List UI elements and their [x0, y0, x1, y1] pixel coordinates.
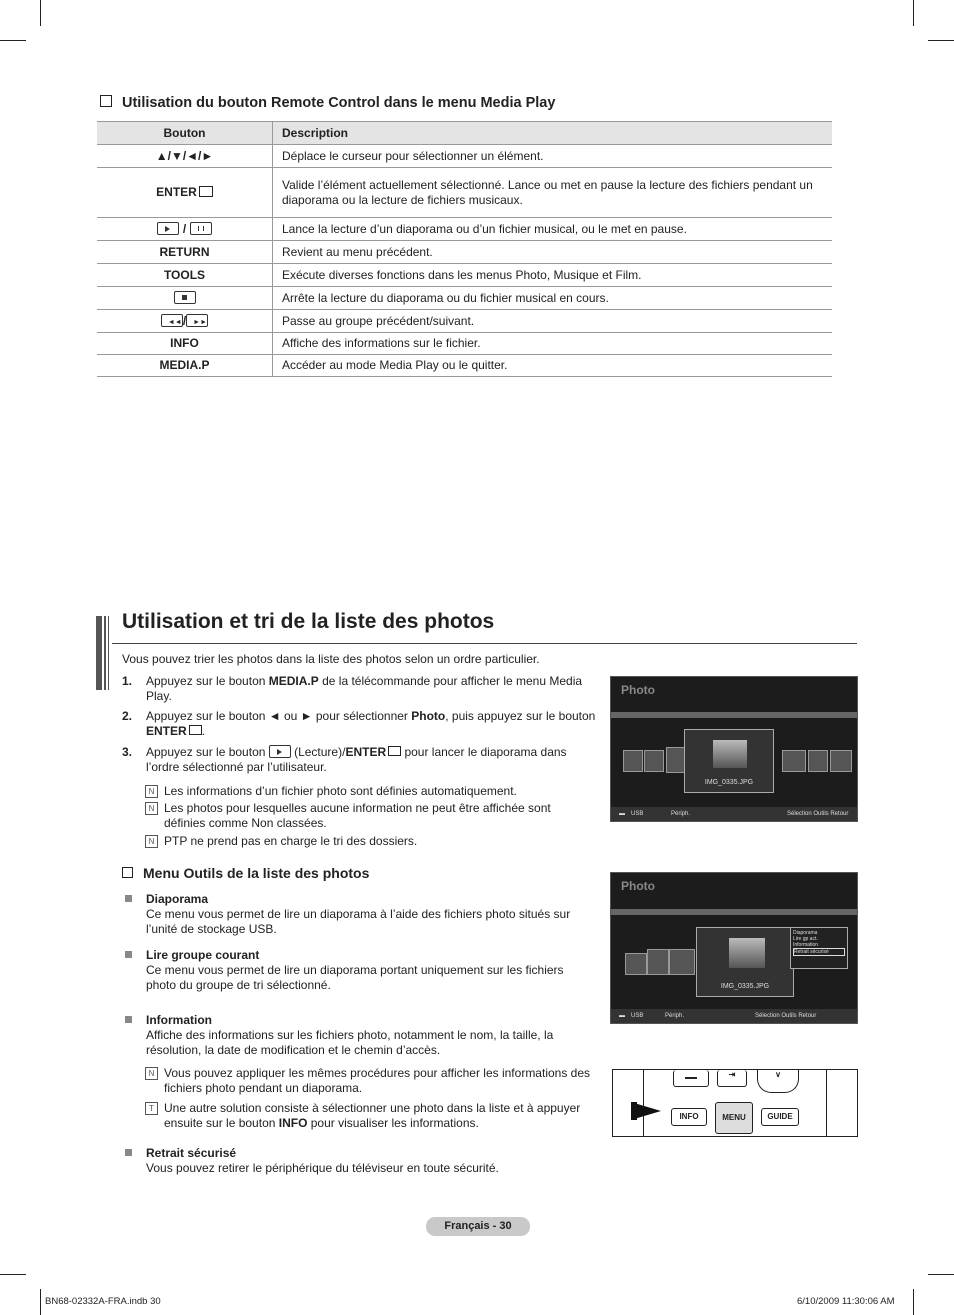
- tools-menu: [790, 927, 848, 969]
- crop-mark: [0, 40, 26, 41]
- selected-photo: [696, 927, 794, 997]
- menu-item[interactable]: Information: [793, 942, 819, 948]
- item-lire-groupe: Lire groupe courant Ce menu vous permet de lire un diaporama portant uniquement sur les fichiers photo du groupe de tri sélectionné.: [146, 948, 564, 992]
- key-info: INFO: [97, 333, 273, 355]
- hint-bar: Sélection Outils Retour: [787, 811, 849, 817]
- table-row: [97, 287, 832, 310]
- chevron-down-icon: ∨: [775, 1070, 781, 1079]
- col-bouton: Bouton: [97, 122, 273, 145]
- note-4: Vous pouvez appliquer les mêmes procédures pour afficher les informations des fichiers photo pendant un diaporama.: [164, 1066, 591, 1095]
- crop-mark: [0, 1274, 26, 1275]
- table-header: [97, 122, 832, 145]
- enter-icon: [388, 746, 401, 756]
- note-5: Une autre solution consiste à sélectionner une photo dans la liste et à appuyer ensuite sur le bouton INFO pour visualiser les informations.: [164, 1101, 581, 1130]
- print-file-info: BN68-02332A-FRA.indb 30: [45, 1296, 161, 1307]
- note-1: Les informations d’un fichier photo sont définies automatiquement.: [164, 784, 517, 798]
- item-diaporama: Diaporama Ce menu vous permet de lire un diaporama à l’aide des fichiers photo situés sur l’unité de stockage USB.: [146, 892, 571, 936]
- menu-item-selected[interactable]: Retrait sécurisé: [793, 948, 845, 956]
- step-2: Appuyez sur le bouton ◄ ou ► pour sélectionner Photo, puis appuyez sur le bouton ENTER .: [146, 709, 596, 738]
- tv-screenshot-1: [610, 676, 858, 822]
- crop-mark: [40, 0, 41, 26]
- rewind-icon: ◄◄: [161, 314, 183, 327]
- sort-bar: [611, 909, 857, 915]
- item-information: Information Affiche des informations sur les fichiers photo, notamment le nom, la taille, la résolution, la date de modification et le chemin d’accès.: [146, 1013, 554, 1057]
- usb-label: USB: [631, 1013, 644, 1019]
- table-row: [97, 145, 832, 168]
- row-desc: Arrête la lecture du diaporama ou du fichier musical en cours.: [273, 287, 833, 310]
- page-heading: Utilisation et tri de la liste des photos: [122, 610, 495, 633]
- bullet-square: [125, 1149, 132, 1156]
- photo-preview: [729, 938, 765, 968]
- enter-icon: [189, 725, 202, 735]
- step-number: 2.: [122, 709, 133, 723]
- item-retrait: Retrait sécurisé Vous pouvez retirer le périphérique du téléviseur en toute sécurité.: [146, 1146, 499, 1175]
- note-icon: N: [145, 1067, 158, 1080]
- note-2: Les photos pour lesquelles aucune information ne peut être affichée sont définies comme Non classées.: [164, 801, 551, 830]
- table-row: [97, 218, 832, 241]
- tip-icon: T: [145, 1102, 158, 1115]
- thumbnail: [669, 949, 695, 975]
- thumbnail: [625, 953, 647, 975]
- selected-photo: [684, 729, 774, 793]
- thumbnail: [782, 750, 806, 772]
- hint-bar: Sélection Outils Retour: [755, 1013, 817, 1019]
- col-description: Description: [273, 122, 833, 145]
- periph-label: Périph.: [665, 1013, 685, 1019]
- menu-item[interactable]: Diaporama: [793, 930, 818, 936]
- thumbnail: [644, 750, 664, 772]
- key-enter: ENTER: [97, 168, 273, 218]
- table-row: [97, 310, 832, 333]
- play-icon: [269, 745, 291, 758]
- source-icon: ⇥: [728, 1070, 736, 1079]
- photo-preview: [713, 740, 747, 768]
- remote-illustration: [612, 1069, 858, 1137]
- row-desc: Accéder au mode Media Play ou le quitter.: [273, 355, 833, 377]
- menu-item[interactable]: Lire gp act.: [793, 936, 818, 942]
- table-row: [97, 168, 832, 218]
- file-name: IMG_0335.JPG: [704, 779, 754, 786]
- heading-rule: [112, 643, 857, 644]
- crop-mark: [40, 1289, 41, 1315]
- table-row: [97, 264, 832, 287]
- row-desc: Passe au groupe précédent/suivant.: [273, 310, 833, 333]
- note-icon: N: [145, 802, 158, 815]
- enter-icon: [199, 186, 213, 197]
- step-1: Appuyez sur le bouton MEDIA.P de la télécommande pour afficher le menu Media Play.: [146, 674, 583, 703]
- crop-mark: [928, 40, 954, 41]
- note-3: PTP ne prend pas en charge le tri des dossiers.: [164, 834, 418, 848]
- row-desc: Exécute diverses fonctions dans les menus Photo, Musique et Film.: [273, 264, 833, 287]
- play-icon: [157, 222, 179, 235]
- channel-down-button[interactable]: [757, 1070, 799, 1093]
- section-title: Utilisation du bouton Remote Control dans le menu Media Play: [100, 95, 555, 111]
- heading-bars: [96, 616, 110, 690]
- table-row: [97, 241, 832, 264]
- guide-button[interactable]: GUIDE: [761, 1108, 799, 1126]
- bullet-square: [125, 951, 132, 958]
- key-return: RETURN: [97, 241, 273, 264]
- minus-button[interactable]: [673, 1070, 709, 1087]
- step-number: 1.: [122, 674, 133, 688]
- source-button[interactable]: [717, 1070, 747, 1087]
- pause-icon: [190, 222, 212, 235]
- screen-title: Photo: [621, 879, 655, 893]
- screen-footer: [611, 807, 857, 821]
- step-3: Appuyez sur le bouton (Lecture)/ENTER pour lancer le diaporama dans l’ordre sélectionné par l’utilisateur.: [146, 745, 567, 774]
- row-desc: Revient au menu précédent.: [273, 241, 833, 264]
- page-number: Français - 30: [426, 1217, 530, 1236]
- key-mediap: MEDIA.P: [97, 355, 273, 377]
- key-tools: TOOLS: [97, 264, 273, 287]
- note-icon: N: [145, 835, 158, 848]
- info-button[interactable]: INFO: [671, 1108, 707, 1126]
- row-desc: Affiche des informations sur le fichier.: [273, 333, 833, 355]
- intro-text: Vous pouvez trier les photos dans la liste des photos selon un ordre particulier.: [122, 652, 540, 666]
- table-row: [97, 355, 832, 377]
- periph-label: Périph.: [671, 811, 691, 817]
- row-desc: Valide l’élément actuellement sélectionné. Lance ou met en pause la lecture des fichiers pendant un diaporama ou la lecture de fichiers musicaux.: [273, 168, 833, 218]
- row-desc: Lance la lecture d’un diaporama ou d’un fichier musical, ou le met en pause.: [273, 218, 833, 241]
- key-stop: [97, 287, 273, 310]
- usb-label: USB: [631, 811, 644, 817]
- thumbnail: [808, 750, 828, 772]
- usb-icon: ▬: [619, 811, 625, 817]
- screen-title: Photo: [621, 683, 655, 697]
- key-arrows: ▲/▼/◄/►: [97, 145, 273, 168]
- sort-bar: [611, 712, 857, 718]
- note-icon: N: [145, 785, 158, 798]
- subsection-title: Menu Outils de la liste des photos: [122, 865, 369, 881]
- fast-forward-icon: ►►: [186, 314, 208, 327]
- key-rew-ff: ◄◄ / ►►: [97, 310, 273, 333]
- tv-screenshot-2: [610, 872, 858, 1024]
- stop-icon: [174, 291, 196, 304]
- crop-mark: [913, 0, 914, 26]
- table-row: [97, 333, 832, 355]
- screen-footer: [611, 1009, 857, 1023]
- file-name: IMG_0335.JPG: [720, 983, 770, 990]
- thumbnail: [830, 750, 852, 772]
- crop-mark: [928, 1274, 954, 1275]
- usb-icon: ▬: [619, 1013, 625, 1019]
- menu-button[interactable]: MENU: [715, 1102, 753, 1134]
- crop-mark: [913, 1289, 914, 1315]
- thumbnail: [623, 750, 643, 772]
- print-date: 6/10/2009 11:30:06 AM: [797, 1296, 895, 1307]
- bullet-square: [125, 1016, 132, 1023]
- button-table: [97, 121, 832, 377]
- bullet-square: [125, 895, 132, 902]
- row-desc: Déplace le curseur pour sélectionner un élément.: [273, 145, 833, 168]
- step-number: 3.: [122, 745, 133, 759]
- key-play-pause: /: [97, 218, 273, 241]
- thumbnail: [647, 949, 669, 975]
